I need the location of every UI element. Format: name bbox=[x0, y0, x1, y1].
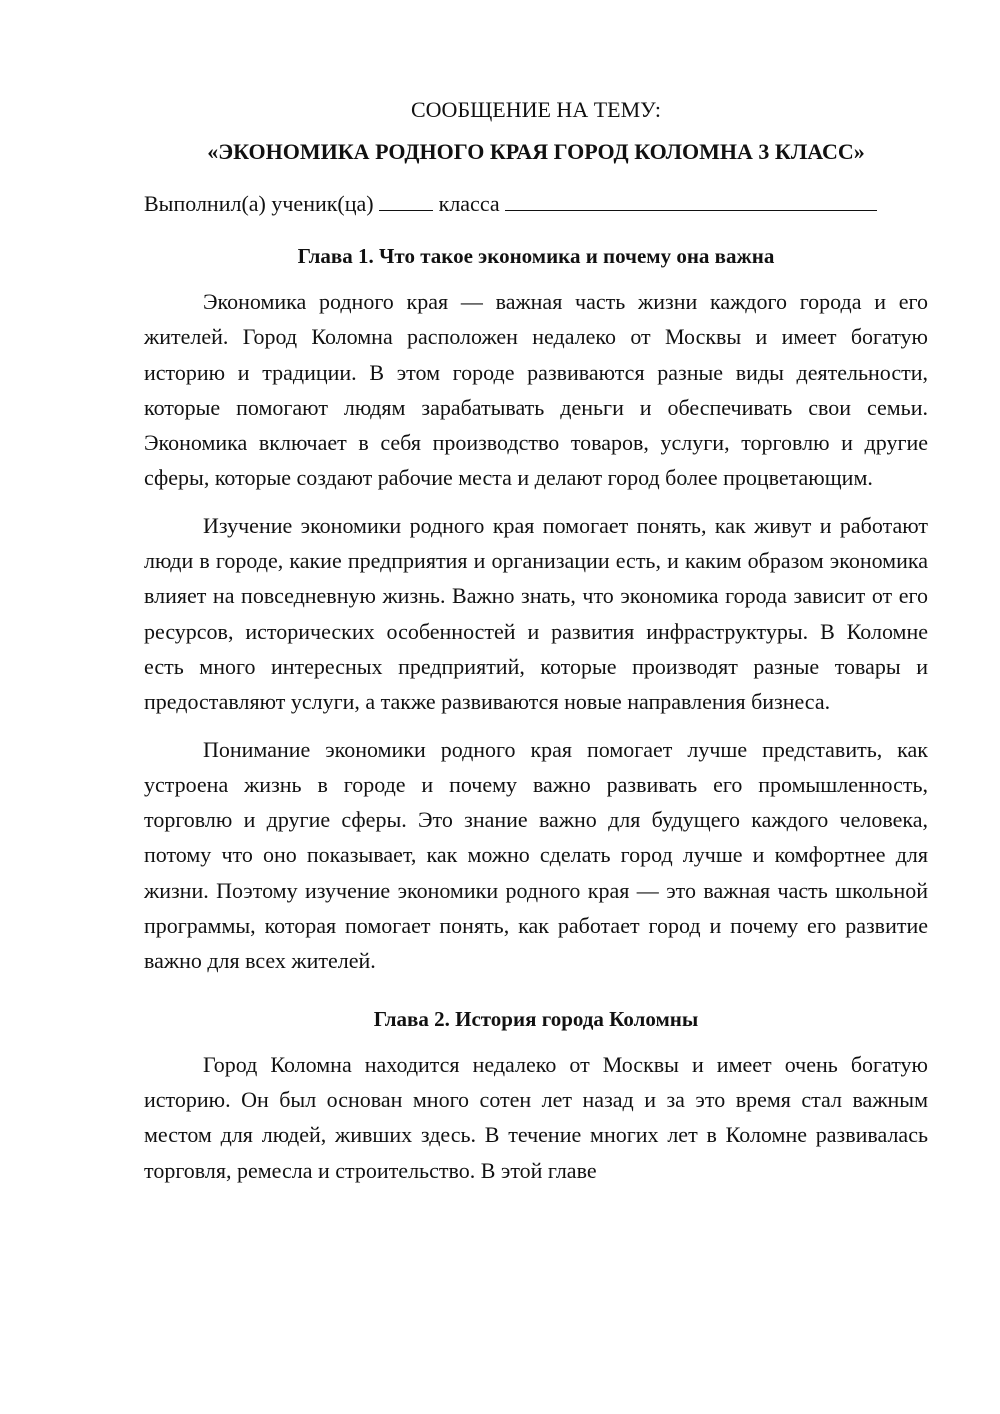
chapter-2-heading: Глава 2. История города Коломны bbox=[373, 1006, 699, 1031]
report-label: СООБЩЕНИЕ НА ТЕМУ: bbox=[411, 97, 661, 122]
author-prefix: Выполнил(а) ученик(ца) bbox=[144, 191, 374, 216]
document-page bbox=[144, 94, 928, 1200]
chapter-1-paragraph-3: Понимание экономики родного края помогает лучше представить, как устроена жизнь в городе и почему важно развивать его промышленность, торговлю и другие сферы. Это знание важно для будущего каждого человека, потому что оно показывает, как можно сделать город лучше и комфортнее для жизни. Поэтому изучение экономики родного края — это важная часть школьной программы, которая помогает понять, как работает город и почему его развитие важно для всех жителей. bbox=[144, 736, 928, 974]
author-line bbox=[144, 188, 928, 220]
class-number-blank bbox=[379, 188, 433, 211]
chapter-1-paragraph-1: Экономика родного края — важная часть жизни каждого города и его жителей. Город Коломна расположен недалеко от Москвы и имеет богатую историю и традиции. В этом городе развиваются разные виды деятельности, которые помогают людям зарабатывать деньги и обеспечивать свои семьи. Экономика включает в себя производство товаров, услуги, торговлю и другие сферы, которые создают рабочие места и делают город более процветающим. bbox=[144, 289, 928, 491]
chapter-2-paragraph-1: Город Коломна находится недалеко от Москвы и имеет очень богатую историю. Он был основан много сотен лет назад и за это время стал важным местом для людей, живших здесь. В течение многих лет в Коломне развивалась торговля, ремесла и строительство. В этой главе bbox=[144, 1051, 928, 1183]
chapter-1-heading: Глава 1. Что такое экономика и почему она важна bbox=[297, 244, 775, 268]
student-name-blank bbox=[505, 188, 877, 211]
chapter-1-paragraph-2: Изучение экономики родного края помогает понять, как живут и работают люди в городе, какие предприятия и организации есть, и каким образом экономика влияет на повседневную жизнь. Важно знать, что экономика города зависит от его ресурсов, исторических особенностей и развития инфраструктуры. В Коломне есть много интересных предприятий, которые производят разные товары и предоставляют услуги, а также развиваются новые направления бизнеса. bbox=[144, 512, 928, 715]
author-class-label: класса bbox=[438, 191, 500, 216]
report-title: «ЭКОНОМИКА РОДНОГО КРАЯ ГОРОД КОЛОМНА 3 КЛАСС» bbox=[207, 139, 865, 164]
